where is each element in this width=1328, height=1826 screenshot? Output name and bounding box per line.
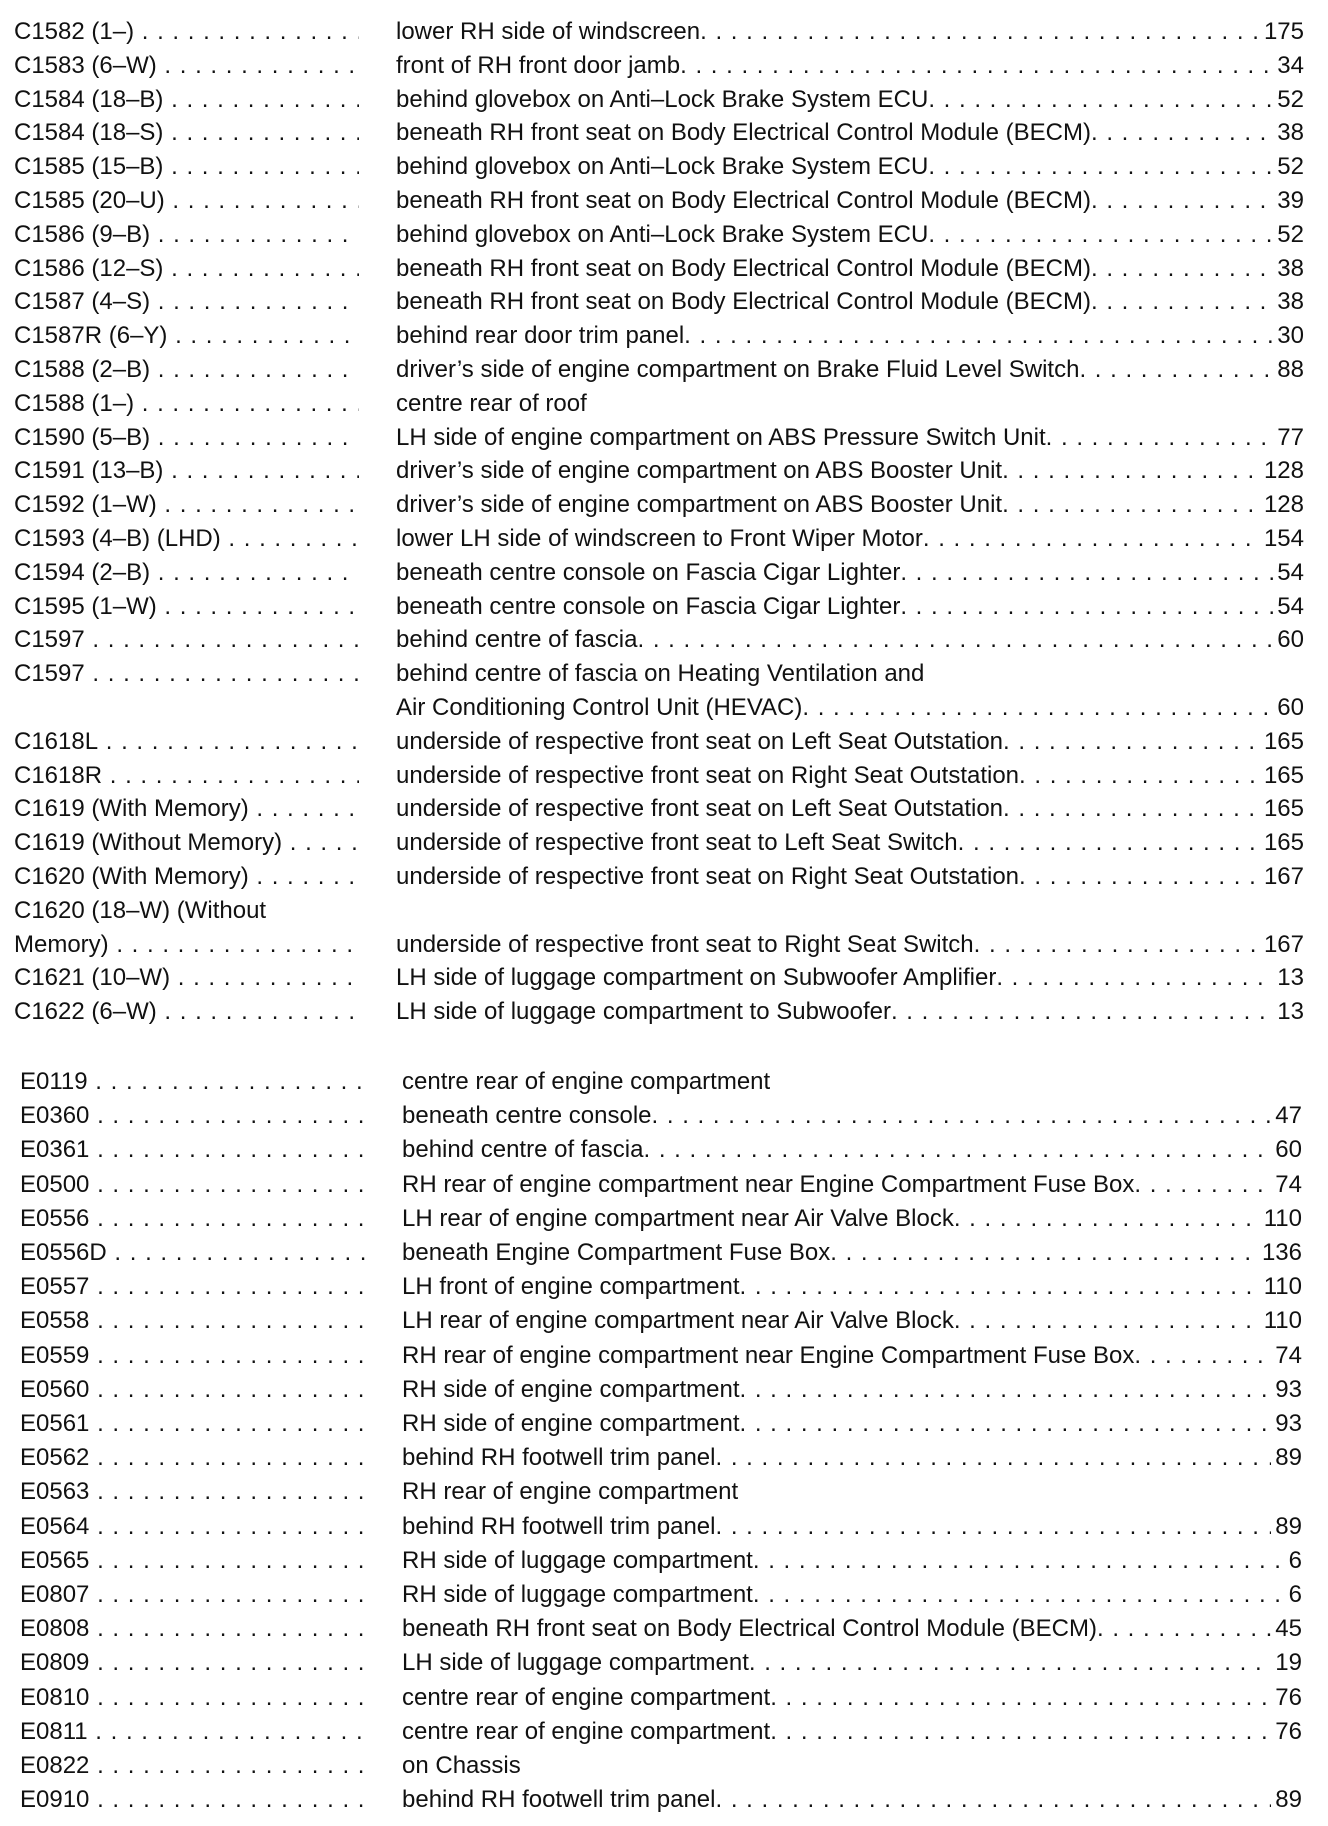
page-number: 89 [1275,1512,1302,1540]
earth-location [402,1236,1302,1270]
page-number: 19 [1275,1649,1302,1677]
page-number: 93 [1275,1375,1302,1403]
connector-code: C1586 (9–B) . . . [14,218,359,252]
page-number: 45 [1275,1615,1302,1643]
location-text: behind glovebox on Anti–Lock Brake System ECU [396,220,929,248]
page-number: 89 [1275,1444,1302,1472]
location-text: underside of respective front seat on Left Seat Outstation [396,727,1004,755]
page-number: 6 [1288,1581,1302,1609]
location-text: behind centre of fascia [402,1136,644,1164]
earth-location [402,1168,1302,1202]
page-number: 60 [1275,1136,1302,1164]
earth-code: E0119 . . . [20,1065,365,1099]
earth-entry [20,1339,1302,1373]
earth-entry [20,1715,1302,1749]
page-number: 38 [1277,288,1304,316]
page-number: 110 [1263,1204,1302,1232]
page-number: 167 [1263,862,1304,890]
earth-code: E0808 . . . [20,1612,365,1646]
page-number: 6 [1288,1546,1302,1574]
page-number: 128 [1263,491,1304,519]
connector-code-line-2: Memory) . . . [14,928,359,962]
connector-entry [14,353,1304,387]
connector-location [396,319,1304,353]
earth-entry [20,1544,1302,1578]
connector-entry [14,285,1304,319]
earth-code: E0562 . . . [20,1441,365,1475]
earth-entry [20,1099,1302,1133]
location-text: behind RH footwell trim panel [402,1786,716,1814]
page-number: 165 [1263,761,1304,789]
location-text: RH side of engine compartment [402,1375,740,1403]
page-number: 38 [1277,254,1304,282]
connector-location [396,15,1304,49]
page-number: 165 [1263,829,1304,857]
page-number: 167 [1263,930,1304,958]
connector-entry [14,590,1304,624]
location-text: driver’s side of engine compartment on ABS Booster Unit [396,457,1003,485]
page-number: 34 [1277,51,1304,79]
location-text: beneath centre console on Fascia Cigar Lighter [396,558,901,586]
connector-entry [14,488,1304,522]
location-text: beneath centre console on Fascia Cigar Lighter [396,592,901,620]
earth-entry [20,1681,1302,1715]
connector-location [396,826,1304,860]
page-number: 165 [1263,727,1304,755]
earth-list [20,1065,1302,1817]
location-text: LH side of engine compartment on ABS Pressure Switch Unit [396,423,1046,451]
location-text: front of RH front door jamb [396,51,681,79]
location-text: LH rear of engine compartment near Air Valve Block [402,1307,954,1335]
earth-location [402,1099,1302,1133]
earth-location [402,1304,1302,1338]
earth-code: E0560 . . . [20,1373,365,1407]
page-number: 47 [1275,1102,1302,1130]
earth-entry [20,1475,1302,1509]
earth-code: E0556D . . . [20,1236,365,1270]
location-text: behind RH footwell trim panel [402,1512,716,1540]
page-number: 52 [1277,220,1304,248]
connector-list [14,15,1304,657]
connector-code: C1587 (4–S) . . . [14,285,359,319]
connector-code: C1584 (18–B) . . . [14,83,359,117]
connector-entry [14,116,1304,150]
earth-code: E0810 . . . [20,1681,365,1715]
connector-entry [14,792,1304,826]
location-text: lower RH side of windscreen [396,18,701,45]
connector-location [396,860,1304,894]
page-number: 74 [1275,1170,1302,1198]
earth-entry [20,1202,1302,1236]
location-text: beneath RH front seat on Body Electrical Control Module (BECM) [396,119,1091,147]
earth-location [402,1270,1302,1304]
location-text: behind glovebox on Anti–Lock Brake System ECU [396,153,929,181]
location-text: underside of respective front seat on Left Seat Outstation [396,795,1004,823]
connector-location [396,928,1304,962]
connector-location [396,83,1304,117]
earth-location [402,1065,1302,1099]
connector-entry [14,454,1304,488]
location-text: centre rear of engine compartment [402,1683,771,1711]
connector-code: C1593 (4–B) (LHD) . . . [14,522,359,556]
location-text: behind RH footwell trim panel [402,1444,716,1472]
connector-code-line-1: C1620 (18–W) (Without [14,896,267,924]
location-text: beneath centre console [402,1102,652,1130]
earth-entry [20,1578,1302,1612]
page-number: 39 [1277,186,1304,214]
earth-location [402,1373,1302,1407]
earth-location [402,1612,1302,1646]
connector-code: C1622 (6–W) . . . [14,995,359,1029]
location-text: beneath RH front seat on Body Electrical Control Module (BECM) [402,1615,1097,1643]
earth-code: E0559 . . . [20,1339,365,1373]
location-text: LH side of luggage compartment on Subwoofer Amplifier [396,964,997,992]
page-number: 60 [1277,626,1304,654]
earth-code: E0500 . . . [20,1168,365,1202]
connector-code: C1582 (1–) . . . [14,15,359,49]
earth-code: E0811 . . . [20,1715,365,1749]
connector-code: C1620 (With Memory) . . . [14,860,359,894]
earth-entry [20,1646,1302,1680]
earth-code: E0360 . . . [20,1099,365,1133]
page-number: 52 [1277,153,1304,181]
connector-location [396,184,1304,218]
page-number: 77 [1277,423,1304,451]
connector-location [396,421,1304,455]
page-number: 76 [1275,1683,1302,1711]
location-line-1: behind centre of fascia on Heating Ventilation and [396,660,925,688]
earth-entry [20,1749,1302,1783]
location-text: beneath RH front seat on Body Electrical Control Module (BECM) [396,288,1091,316]
connector-entry [14,725,1304,759]
page-number: 110 [1263,1307,1302,1335]
connector-location [396,285,1304,319]
earth-entry [20,1441,1302,1475]
location-text: RH rear of engine compartment [402,1478,739,1506]
connector-code: C1584 (18–S) . . . [14,116,359,150]
connector-code: C1583 (6–W) . . . [14,49,359,83]
page-number: 128 [1263,457,1304,485]
location-text: RH rear of engine compartment near Engine Compartment Fuse Box [402,1341,1135,1369]
connector-entry [14,961,1304,995]
earth-code: E0361 . . . [20,1133,365,1167]
location-text: RH side of luggage compartment [402,1546,753,1574]
connector-code: C1585 (20–U) . . . [14,184,359,218]
connector-code: C1585 (15–B) . . . [14,150,359,184]
location-text: LH side of luggage compartment [402,1649,749,1677]
earth-location [402,1133,1302,1167]
location-text: LH rear of engine compartment near Air Valve Block [402,1204,954,1232]
earth-location [402,1783,1302,1817]
earth-location [402,1407,1302,1441]
earth-location [402,1339,1302,1373]
connector-code: C1588 (1–) . . . [14,387,359,421]
page-number: 89 [1275,1786,1302,1814]
earth-code: E0564 . . . [20,1510,365,1544]
connector-code: C1595 (1–W) . . . [14,590,359,624]
earth-entry [20,1168,1302,1202]
connector-entry [14,421,1304,455]
page-number: 110 [1263,1273,1302,1301]
connector-code: C1618L . . . [14,725,359,759]
earth-entry [20,1270,1302,1304]
connector-location [396,252,1304,286]
connector-location [396,218,1304,252]
earth-code: E0910 . . . [20,1783,365,1817]
connector-entry [14,218,1304,252]
location-text: behind centre of fascia [396,626,638,654]
location-text: beneath RH front seat on Body Electrical Control Module (BECM) [396,186,1091,214]
earth-index-section [20,1065,1302,1817]
earth-location [402,1510,1302,1544]
connector-code: C1592 (1–W) . . . [14,488,359,522]
earth-entry [20,1373,1302,1407]
earth-location [402,1749,1302,1783]
earth-entry [20,1783,1302,1817]
connector-location [396,150,1304,184]
earth-code: E0556 . . . [20,1202,365,1236]
page-number: 60 [1277,693,1304,721]
page-number: 13 [1277,964,1304,992]
connector-code: C1619 (With Memory) . . . [14,792,359,826]
page-number: 54 [1277,592,1304,620]
earth-location [402,1646,1302,1680]
connector-entry [14,15,1304,49]
connector-location [396,353,1304,387]
page-number: 76 [1275,1717,1302,1745]
location-text: centre rear of engine compartment [402,1068,771,1095]
connector-location [396,759,1304,793]
location-text: driver’s side of engine compartment on ABS Booster Unit [396,491,1003,519]
connector-code: C1587R (6–Y) . . . [14,319,359,353]
connector-location [396,792,1304,826]
connector-entry [14,184,1304,218]
connector-code [14,894,359,962]
connector-code: C1586 (12–S) . . . [14,252,359,286]
connector-location [396,522,1304,556]
connector-entry [14,319,1304,353]
connector-location [396,623,1304,657]
earth-entry [20,1133,1302,1167]
location-text: driver’s side of engine compartment on Brake Fluid Level Switch [396,355,1080,383]
earth-entry [20,1510,1302,1544]
earth-code: E0565 . . . [20,1544,365,1578]
connector-code: C1594 (2–B) . . . [14,556,359,590]
location-text: underside of respective front seat to Left Seat Switch [396,829,958,857]
connector-entry [14,252,1304,286]
location-text: lower LH side of windscreen to Front Wiper Motor [396,524,923,552]
earth-code: E0807 . . . [20,1578,365,1612]
earth-entry [20,1612,1302,1646]
page-number: 30 [1277,322,1304,350]
connector-entry [14,826,1304,860]
connector-code: C1588 (2–B) . . . [14,353,359,387]
page-number: 136 [1261,1239,1302,1267]
location-text: centre rear of engine compartment [402,1717,771,1745]
location-text: beneath RH front seat on Body Electrical Control Module (BECM) [396,254,1091,282]
location-text: behind rear door trim panel [396,322,685,350]
earth-entry [20,1304,1302,1338]
connector-entry [14,860,1304,894]
page-number: 93 [1275,1410,1302,1438]
connector-entry [14,49,1304,83]
earth-code: E0557 . . . [20,1270,365,1304]
connector-location [396,387,1304,421]
earth-location [402,1441,1302,1475]
location-line-2: Air Conditioning Control Unit (HEVAC) [396,693,803,721]
connector-location [396,556,1304,590]
connector-code: C1619 (Without Memory) . . . [14,826,359,860]
page-number: 165 [1263,795,1304,823]
connector-code: C1590 (5–B) . . . [14,421,359,455]
connector-entry [14,623,1304,657]
connector-entry-c1620-without-memory [14,894,1304,962]
page-number: 38 [1277,119,1304,147]
earth-location [402,1475,1302,1509]
location-text: underside of respective front seat to Right Seat Switch [396,930,974,958]
page-number: 175 [1263,18,1304,45]
location-text: centre rear of roof [396,389,587,417]
location-text: beneath Engine Compartment Fuse Box [402,1239,831,1267]
connector-location [396,590,1304,624]
page-number: 52 [1277,85,1304,113]
location-text: underside of respective front seat on Right Seat Outstation [396,761,1020,789]
earth-location [402,1544,1302,1578]
earth-location [402,1578,1302,1612]
connector-location [396,488,1304,522]
connector-entry [14,759,1304,793]
page-number: 13 [1277,998,1304,1026]
page-number: 54 [1277,558,1304,586]
location-text: underside of respective front seat on Right Seat Outstation [396,862,1020,890]
earth-code: E0561 . . . [20,1407,365,1441]
connector-entry [14,150,1304,184]
connector-index-section [14,15,1304,1029]
connector-entry [14,387,1304,421]
connector-code: C1597 . . . [14,657,359,691]
earth-code: E0558 . . . [20,1304,365,1338]
earth-code: E0563 . . . [20,1475,365,1509]
connector-location [396,961,1304,995]
connector-entry-c1597-hevac [14,657,1304,725]
earth-entry [20,1065,1302,1099]
connector-entry [14,83,1304,117]
connector-location [396,49,1304,83]
earth-location [402,1681,1302,1715]
connector-list [14,725,1304,894]
connector-code: C1597 . . . [14,623,359,657]
earth-code: E0809 . . . [20,1646,365,1680]
location-text: LH front of engine compartment [402,1273,740,1301]
connector-location [396,454,1304,488]
location-text: LH side of luggage compartment to Subwoofer [396,998,891,1026]
page-number: 74 [1275,1341,1302,1369]
location-text: RH side of engine compartment [402,1410,740,1438]
connector-location [396,116,1304,150]
connector-entry [14,556,1304,590]
connector-list [14,961,1304,1029]
connector-entry [14,522,1304,556]
connector-entry [14,995,1304,1029]
connector-code: C1618R . . . [14,759,359,793]
earth-location [402,1715,1302,1749]
location-text: RH side of luggage compartment [402,1581,753,1609]
location-text: behind glovebox on Anti–Lock Brake System ECU [396,85,929,113]
earth-entry [20,1236,1302,1270]
location-text: RH rear of engine compartment near Engine Compartment Fuse Box [402,1170,1135,1198]
earth-location [402,1202,1302,1236]
connector-location [396,995,1304,1029]
earth-entry [20,1407,1302,1441]
connector-code: C1621 (10–W) . . . [14,961,359,995]
connector-location [396,725,1304,759]
location-text: on Chassis [402,1752,521,1780]
earth-code: E0822 . . . [20,1749,365,1783]
page-number: 88 [1277,355,1304,383]
connector-code: C1591 (13–B) . . . [14,454,359,488]
connector-location [396,657,1304,725]
page-number: 154 [1263,524,1304,552]
